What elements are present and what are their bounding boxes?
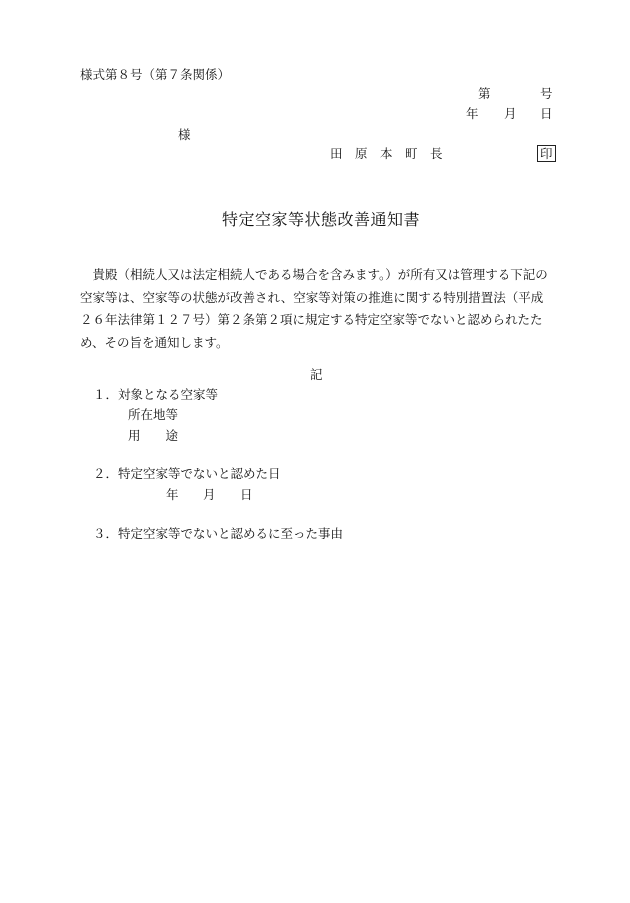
- form-number: 様式第８号（第７条関係）: [80, 67, 231, 82]
- document-title: 特定空家等状態改善通知書: [222, 210, 421, 229]
- seal-mark: 印: [537, 145, 556, 162]
- item-2-label: ２．特定空家等でないと認めた日: [93, 466, 281, 481]
- item-2-date-year: 年: [166, 487, 179, 502]
- item-2-date-day: 日: [240, 487, 253, 502]
- item-1-field-use: 用 途: [128, 428, 179, 443]
- item-1-field-location: 所在地等: [128, 407, 179, 422]
- body-paragraph: 貴殿（相続人又は法定相続人である場合を含みます。）が所有又は管理する下記の空家等は、空家等の状態が改善され、空家等対策の推進に関する特別措置法（平成２６年法律第１２７号）第２条第２項に規定する特定空家等でないと認められたため、その旨を通知します。: [80, 267, 548, 350]
- addressee-suffix: 様: [178, 127, 191, 142]
- date-month: 月: [504, 106, 517, 121]
- seal-box: [537, 145, 556, 162]
- date-year: 年: [466, 106, 479, 121]
- record-heading: 記: [310, 367, 323, 382]
- sender-title: 田 原 本 町 長: [330, 146, 443, 161]
- date-day: 日: [540, 106, 553, 121]
- number-prefix: 第: [478, 86, 491, 101]
- number-suffix: 号: [540, 86, 553, 101]
- item-3-label: ３．特定空家等でないと認めるに至った事由: [93, 526, 344, 541]
- item-1-label: １．対象となる空家等: [93, 387, 219, 402]
- item-2-date-month: 月: [203, 487, 216, 502]
